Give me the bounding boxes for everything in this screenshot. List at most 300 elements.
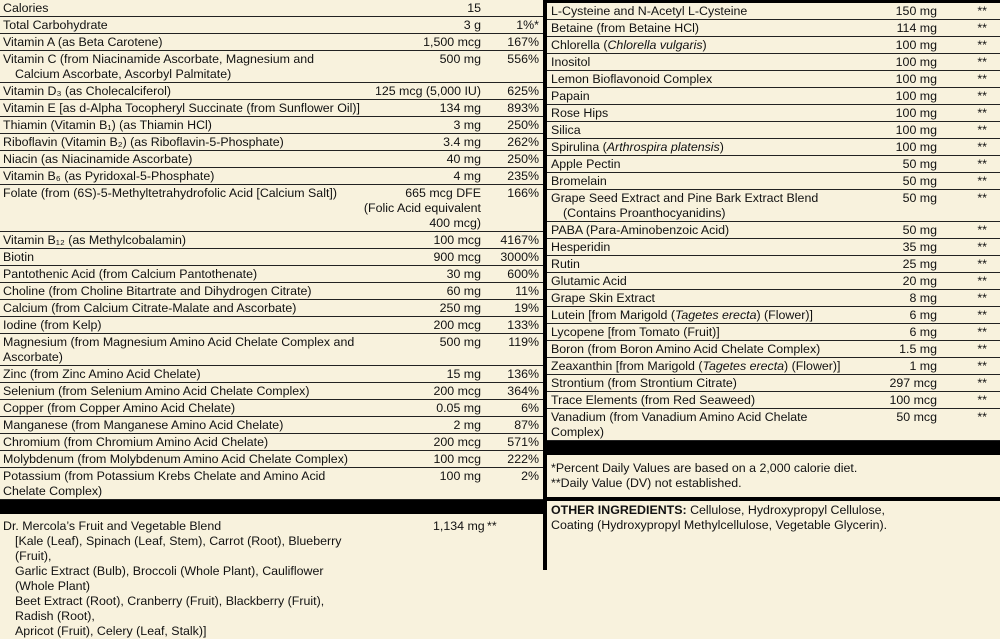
nutrient-name-text: Vitamin B₆ (as Pyridoxal-5-Phosphate) xyxy=(3,169,215,183)
nutrient-amount xyxy=(363,284,481,299)
nutrient-amount: 150 mg xyxy=(895,4,937,18)
daily-value: 556% xyxy=(507,52,539,66)
nutrient-name xyxy=(547,191,851,221)
nutrient-name xyxy=(0,335,363,365)
nutrient-amount xyxy=(363,152,481,167)
nutrient-row xyxy=(547,239,1000,256)
amount-text: 200 mcg xyxy=(433,384,481,398)
nutrient-name xyxy=(547,72,851,87)
nutrient-name xyxy=(547,410,851,440)
nutrient-amount: 114 mg xyxy=(896,21,937,35)
amount-text: 0.05 mg xyxy=(436,401,481,415)
nutrient-amount xyxy=(363,469,481,484)
amount-text: 3 mg xyxy=(453,118,481,132)
amount-text: 500 mg xyxy=(439,335,481,349)
nutrient-name-text: Choline (from Choline Bitartrate and Dihydrogen Citrate) xyxy=(3,284,312,298)
daily-value: ** xyxy=(977,257,987,271)
amount-text: 4 mg xyxy=(453,169,481,183)
daily-value: ** xyxy=(977,291,987,305)
nutrient-name-text: Grape Skin Extract xyxy=(551,291,655,305)
nutrient-amount xyxy=(363,401,481,416)
nutrient-name-text: Magnesium (from Magnesium Amino Acid Chelate Complex and Ascorbate) xyxy=(3,335,355,364)
amount-text: 200 mcg xyxy=(433,318,481,332)
nutrient-row xyxy=(547,190,1000,222)
other-ingredients-label: OTHER INGREDIENTS: xyxy=(551,503,687,517)
nutrient-amount: 100 mg xyxy=(895,55,937,69)
nutrient-name xyxy=(0,52,363,82)
nutrient-name xyxy=(547,89,851,104)
nutrient-row xyxy=(0,266,543,283)
nutrient-name xyxy=(547,21,851,36)
nutrient-row xyxy=(0,317,543,334)
right-section-bar xyxy=(547,441,1000,455)
paren-open: ( xyxy=(602,140,607,154)
nutrient-name xyxy=(547,123,851,138)
nutrient-name xyxy=(0,418,363,433)
scientific-name: Tagetes erecta xyxy=(674,308,757,322)
daily-value: 250% xyxy=(507,152,539,166)
daily-value: 11% xyxy=(515,284,539,298)
daily-value: 119% xyxy=(508,335,539,349)
amount-text: 125 mcg (5,000 IU) xyxy=(374,84,481,98)
nutrient-row xyxy=(547,173,1000,190)
amount-text: 200 mcg xyxy=(433,435,481,449)
nutrient-row xyxy=(0,366,543,383)
nutrient-name xyxy=(547,174,851,189)
nutrient-name-text: Iodine (from Kelp) xyxy=(3,318,102,332)
daily-value: ** xyxy=(977,55,987,69)
nutrient-name-text: Niacin (as Niacinamide Ascorbate) xyxy=(3,152,193,166)
nutrient-row xyxy=(0,51,543,83)
nutrient-name-cont: Calcium Ascorbate, Ascorbyl Palmitate) xyxy=(15,67,232,81)
daily-value: ** xyxy=(977,157,987,171)
nutrient-row xyxy=(547,156,1000,173)
daily-value: ** xyxy=(977,240,987,254)
nutrient-row xyxy=(0,83,543,100)
daily-value: ** xyxy=(977,376,987,390)
nutrient-amount xyxy=(363,101,481,116)
nutrient-name-text: Calcium (from Calcium Citrate-Malate and Ascorbate) xyxy=(3,301,297,315)
nutrient-row xyxy=(0,17,543,34)
nutrient-name-text: Bromelain xyxy=(551,174,607,188)
footnote-dv: **Daily Value (DV) not established. xyxy=(551,476,742,490)
nutrient-amount: 50 mcg xyxy=(896,410,937,424)
amount-text: 100 mcg xyxy=(433,452,481,466)
nutrient-row xyxy=(0,249,543,266)
daily-value: ** xyxy=(977,89,987,103)
nutrient-name xyxy=(0,135,363,150)
other-ingredients xyxy=(547,501,1000,533)
name-suffix: ) xyxy=(702,38,707,52)
nutrient-amount: 100 mg xyxy=(895,89,937,103)
amount-text: 134 mg xyxy=(439,101,481,115)
daily-value: 87% xyxy=(514,418,539,432)
nutrient-amount: 20 mg xyxy=(902,274,937,288)
nutrient-name xyxy=(547,393,851,408)
daily-value: ** xyxy=(977,191,987,205)
nutrient-row xyxy=(0,0,543,17)
nutrient-row xyxy=(547,375,1000,392)
nutrient-name xyxy=(547,140,851,155)
nutrient-name-text: Lutein [from Marigold ( xyxy=(551,308,675,322)
nutrient-name-text: Vanadium (from Vanadium Amino Acid Chelate Complex) xyxy=(551,410,808,439)
nutrient-amount: 25 mg xyxy=(902,257,937,271)
daily-value: 262% xyxy=(507,135,539,149)
scientific-name: Tagetes erecta xyxy=(702,359,785,373)
amount-text: 250 mg xyxy=(439,301,481,315)
nutrient-name xyxy=(547,223,851,238)
daily-value: 1%* xyxy=(516,18,539,32)
nutrient-name xyxy=(547,106,851,121)
nutrient-name-text: Biotin xyxy=(3,250,34,264)
nutrient-name-text: Zeaxanthin [from Marigold ( xyxy=(551,359,703,373)
nutrient-name xyxy=(0,152,363,167)
fruit-vegetable-blend xyxy=(0,514,543,639)
nutrient-name xyxy=(0,452,363,467)
daily-value: 235% xyxy=(507,169,539,183)
nutrient-name-text: Vitamin A (as Beta Carotene) xyxy=(3,35,163,49)
nutrient-name xyxy=(0,35,363,50)
nutrient-row xyxy=(0,185,543,232)
nutrient-name xyxy=(0,435,363,450)
amount-text: 665 mcg DFE xyxy=(405,186,481,200)
nutrient-amount: 1 mg xyxy=(909,359,937,373)
nutrient-name-text: Riboflavin (Vitamin B₂) (as Riboflavin-5-Phosphate) xyxy=(3,135,284,149)
nutrient-name-text: Folate (from (6S)-5-Methyltetrahydrofolic Acid [Calcium Salt]) xyxy=(3,186,337,200)
nutrient-name xyxy=(547,274,851,289)
nutrient-row xyxy=(0,468,543,500)
nutrient-amount: 100 mg xyxy=(895,38,937,52)
nutrient-amount xyxy=(363,18,481,33)
nutrient-name xyxy=(0,101,363,116)
nutrient-amount: 35 mg xyxy=(902,240,937,254)
daily-value: ** xyxy=(977,72,987,86)
nutrient-row xyxy=(547,341,1000,358)
daily-value: ** xyxy=(977,140,987,154)
nutrient-amount: 1.5 mg xyxy=(899,342,937,356)
nutrient-name xyxy=(547,325,851,340)
nutrient-name-text: Chromium (from Chromium Amino Acid Chelate) xyxy=(3,435,269,449)
nutrient-name xyxy=(0,367,363,382)
nutrient-name xyxy=(0,401,363,416)
nutrient-name-text: Vitamin B₁₂ (as Methylcobalamin) xyxy=(3,233,186,247)
nutrient-row xyxy=(547,139,1000,156)
amount-text: 500 mg xyxy=(439,52,481,66)
nutrient-name-text: Boron (from Boron Amino Acid Chelate Complex) xyxy=(551,342,821,356)
left-nutrient-list xyxy=(0,0,543,500)
nutrient-name-text: Lemon Bioflavonoid Complex xyxy=(551,72,713,86)
nutrient-name xyxy=(0,469,363,499)
nutrient-amount: 8 mg xyxy=(909,291,937,305)
nutrient-amount xyxy=(363,452,481,467)
nutrient-name xyxy=(547,4,851,19)
nutrient-name-text: Silica xyxy=(551,123,581,137)
daily-value: 571% xyxy=(507,435,539,449)
daily-value: ** xyxy=(977,308,987,322)
nutrient-amount xyxy=(363,169,481,184)
daily-value: 4167% xyxy=(500,233,539,247)
daily-value: ** xyxy=(977,106,987,120)
nutrient-name-text: Potassium (from Potassium Krebs Chelate and Amino Acid Chelate Complex) xyxy=(3,469,326,498)
nutrient-name xyxy=(0,118,363,133)
amount-text: 15 xyxy=(467,1,481,15)
nutrient-row xyxy=(0,232,543,249)
nutrient-row xyxy=(0,117,543,134)
nutrient-row xyxy=(547,105,1000,122)
nutrient-row xyxy=(0,100,543,117)
daily-value: 6% xyxy=(521,401,539,415)
name-suffix: ) (Flower)] xyxy=(784,359,841,373)
daily-value: 893% xyxy=(507,101,539,115)
nutrient-row xyxy=(0,34,543,51)
nutrient-row xyxy=(547,290,1000,307)
nutrient-amount xyxy=(363,267,481,282)
nutrient-row xyxy=(0,168,543,185)
nutrient-name-text: Grape Seed Extract and Pine Bark Extract Blend xyxy=(551,191,819,205)
daily-value: 2% xyxy=(521,469,539,483)
nutrient-amount xyxy=(363,250,481,265)
nutrient-name-text: Vitamin C (from Niacinamide Ascorbate, Magnesium and xyxy=(3,52,315,66)
nutrient-amount xyxy=(363,135,481,150)
scientific-name: Chlorella vulgaris xyxy=(607,38,703,52)
amount-text: 15 mg xyxy=(446,367,481,381)
nutrient-amount xyxy=(363,52,481,67)
nutrient-amount xyxy=(363,435,481,450)
nutrient-name-text: Lycopene [from Tomato (Fruit)] xyxy=(551,325,720,339)
amount-text-cont: (Folic Acid equivalent xyxy=(363,201,481,215)
nutrient-row xyxy=(0,451,543,468)
nutrient-row xyxy=(0,134,543,151)
nutrient-name xyxy=(547,342,851,357)
nutrient-name-text: Copper (from Copper Amino Acid Chelate) xyxy=(3,401,236,415)
nutrient-name xyxy=(0,186,363,201)
nutrient-name xyxy=(0,250,363,265)
nutrient-amount: 6 mg xyxy=(909,308,937,322)
nutrient-name-text: Vitamin D₃ (as Cholecalciferol) xyxy=(3,84,172,98)
nutrient-row xyxy=(0,283,543,300)
name-suffix: ) (Flower)] xyxy=(756,308,813,322)
nutrient-name xyxy=(0,169,363,184)
nutrient-row xyxy=(0,151,543,168)
nutrient-row xyxy=(547,392,1000,409)
nutrient-name-text: Molybdenum (from Molybdenum Amino Acid Chelate Complex) xyxy=(3,452,349,466)
daily-value: 19% xyxy=(514,301,539,315)
daily-value: 250% xyxy=(507,118,539,132)
nutrient-name xyxy=(0,284,363,299)
nutrient-name-text: Strontium (from Strontium Citrate) xyxy=(551,376,737,390)
nutrient-name xyxy=(547,359,851,374)
daily-value: 600% xyxy=(507,267,539,281)
nutrient-name-text: Rose Hips xyxy=(551,106,609,120)
nutrient-row xyxy=(547,71,1000,88)
daily-value: ** xyxy=(977,21,987,35)
daily-value: ** xyxy=(977,274,987,288)
nutrient-name-text: Papain xyxy=(551,89,590,103)
blend-amount: 1,134 mg xyxy=(433,519,485,533)
nutrient-name-text: Vitamin E [as d-Alpha Tocopheryl Succinate (from Sunflower Oil)] xyxy=(3,101,360,115)
nutrient-amount: 297 mcg xyxy=(889,376,937,390)
nutrient-name-text: L-Cysteine and N-Acetyl L-Cysteine xyxy=(551,4,748,18)
daily-value: 167% xyxy=(507,35,539,49)
nutrient-amount xyxy=(363,35,481,50)
nutrient-name-text: Total Carbohydrate xyxy=(3,18,108,32)
nutrient-amount xyxy=(363,384,481,399)
nutrient-amount: 100 mg xyxy=(895,106,937,120)
nutrient-name xyxy=(0,301,363,316)
nutrient-name-text: Manganese (from Manganese Amino Acid Chelate) xyxy=(3,418,284,432)
amount-text: 3 g xyxy=(463,18,481,32)
left-section-bar xyxy=(0,500,543,514)
nutrient-amount xyxy=(363,418,481,433)
nutrient-row xyxy=(0,434,543,451)
nutrient-row xyxy=(547,324,1000,341)
nutrient-row xyxy=(0,417,543,434)
nutrient-name xyxy=(0,267,363,282)
amount-text: 100 mcg xyxy=(433,233,481,247)
nutrient-name-cont: (Contains Proanthocyanidins) xyxy=(563,206,726,220)
nutrient-row xyxy=(547,256,1000,273)
nutrient-amount: 6 mg xyxy=(909,325,937,339)
amount-text: 30 mg xyxy=(446,267,481,281)
nutrient-name-text: Calories xyxy=(3,1,49,15)
nutrient-name-text: Betaine (from Betaine HCl) xyxy=(551,21,700,35)
nutrient-row xyxy=(0,400,543,417)
nutrient-amount xyxy=(363,335,481,350)
blend-dv: ** xyxy=(487,519,497,533)
nutrient-name xyxy=(547,257,851,272)
nutrient-row xyxy=(547,88,1000,105)
nutrient-amount xyxy=(363,367,481,382)
daily-value: 364% xyxy=(507,384,539,398)
daily-value: ** xyxy=(977,223,987,237)
nutrient-name-text: Zinc (from Zinc Amino Acid Chelate) xyxy=(3,367,201,381)
daily-value: ** xyxy=(977,38,987,52)
daily-value: 222% xyxy=(507,452,539,466)
nutrient-row xyxy=(547,122,1000,139)
other-ingredients-text: Cellulose, Hydroxypropyl Cellulose, xyxy=(686,503,885,517)
nutrient-row xyxy=(547,307,1000,324)
daily-value: ** xyxy=(977,342,987,356)
amount-text: 40 mg xyxy=(446,152,481,166)
blend-line: Apricot (Fruit), Celery (Leaf, Stalk)] xyxy=(15,624,207,638)
nutrient-amount: 100 mg xyxy=(895,72,937,86)
nutrient-name xyxy=(0,18,363,33)
daily-value: ** xyxy=(977,393,987,407)
nutrient-row xyxy=(0,334,543,366)
nutrient-amount xyxy=(363,186,481,231)
nutrient-name xyxy=(0,1,363,16)
nutrient-row xyxy=(547,273,1000,290)
nutrient-amount xyxy=(363,233,481,248)
amount-text: 900 mcg xyxy=(433,250,481,264)
footnote-percent: *Percent Daily Values are based on a 2,000 calorie diet. xyxy=(551,461,858,475)
nutrient-name-text: Hesperidin xyxy=(551,240,611,254)
nutrient-row xyxy=(0,300,543,317)
daily-value: ** xyxy=(977,325,987,339)
nutrient-name-text: Inositol xyxy=(551,55,591,69)
amount-text: 2 mg xyxy=(453,418,481,432)
daily-value: ** xyxy=(977,4,987,18)
nutrient-name xyxy=(547,240,851,255)
nutrient-name-text: Trace Elements (from Red Seaweed) xyxy=(551,393,756,407)
nutrient-amount xyxy=(363,84,481,99)
footnotes xyxy=(547,455,1000,491)
nutrient-name xyxy=(0,84,363,99)
nutrient-amount: 50 mg xyxy=(902,157,937,171)
nutrient-name-text: Chlorella xyxy=(551,38,604,52)
nutrient-row xyxy=(0,383,543,400)
blend-line: Beet Extract (Root), Cranberry (Fruit), Blackberry (Fruit), Radish (Root), xyxy=(15,594,325,623)
nutrient-name xyxy=(547,157,851,172)
nutrient-row xyxy=(547,358,1000,375)
paren-open: ( xyxy=(603,38,608,52)
blend-line: [Kale (Leaf), Spinach (Leaf, Stem), Carrot (Root), Blueberry (Fruit), xyxy=(15,534,342,563)
nutrient-name xyxy=(547,55,851,70)
right-nutrient-list xyxy=(547,3,1000,441)
amount-text: 1,500 mcg xyxy=(423,35,481,49)
daily-value: ** xyxy=(977,410,987,424)
blend-name: Dr. Mercola’s Fruit and Vegetable Blend xyxy=(3,519,222,533)
nutrient-name xyxy=(0,384,363,399)
nutrient-name-text: Selenium (from Selenium Amino Acid Chelate Complex) xyxy=(3,384,310,398)
daily-value: 136% xyxy=(507,367,539,381)
daily-value: 625% xyxy=(507,84,539,98)
right-panel xyxy=(547,0,1000,533)
nutrient-name-text: Pantothenic Acid (from Calcium Pantothenate) xyxy=(3,267,258,281)
nutrient-name-text: Apple Pectin xyxy=(551,157,621,171)
nutrient-name xyxy=(0,318,363,333)
nutrient-name-text: Spirulina xyxy=(551,140,603,154)
nutrient-row xyxy=(547,37,1000,54)
amount-text-cont: 400 mcg) xyxy=(429,216,481,230)
nutrient-amount: 50 mg xyxy=(902,191,937,205)
nutrient-row xyxy=(547,20,1000,37)
daily-value: ** xyxy=(977,174,987,188)
nutrient-name xyxy=(547,376,851,391)
daily-value: 133% xyxy=(507,318,539,332)
nutrient-amount xyxy=(363,301,481,316)
nutrient-row xyxy=(547,54,1000,71)
daily-value: ** xyxy=(977,123,987,137)
amount-text: 3.4 mg xyxy=(443,135,481,149)
daily-value: ** xyxy=(977,359,987,373)
nutrient-row xyxy=(547,222,1000,239)
scientific-name: Arthrospira platensis xyxy=(606,140,720,154)
nutrient-name-text: PABA (Para-Aminobenzoic Acid) xyxy=(551,223,730,237)
nutrient-row xyxy=(547,409,1000,441)
nutrient-amount xyxy=(363,1,481,16)
daily-value: 166% xyxy=(507,186,539,200)
nutrient-name-text: Thiamin (Vitamin B₁) (as Thiamin HCl) xyxy=(3,118,212,132)
blend-line: Garlic Extract (Bulb), Broccoli (Whole Plant), Cauliflower (Whole Plant) xyxy=(15,564,324,593)
nutrient-amount: 100 mg xyxy=(895,140,937,154)
other-ingredients-text-2: Coating (Hydroxypropyl Methylcellulose, Vegetable Glycerin). xyxy=(551,518,888,532)
nutrient-amount: 50 mg xyxy=(902,174,937,188)
nutrient-amount xyxy=(363,118,481,133)
nutrient-name xyxy=(547,308,851,323)
nutrient-name xyxy=(0,233,363,248)
nutrient-name-text: Glutamic Acid xyxy=(551,274,627,288)
nutrient-amount: 100 mcg xyxy=(889,393,937,407)
amount-text: 100 mg xyxy=(439,469,481,483)
nutrient-amount: 50 mg xyxy=(902,223,937,237)
name-suffix: ) xyxy=(719,140,724,154)
nutrient-name xyxy=(547,291,851,306)
nutrient-name xyxy=(547,38,851,53)
nutrient-amount xyxy=(363,318,481,333)
nutrient-amount: 100 mg xyxy=(895,123,937,137)
nutrient-name-text: Rutin xyxy=(551,257,580,271)
